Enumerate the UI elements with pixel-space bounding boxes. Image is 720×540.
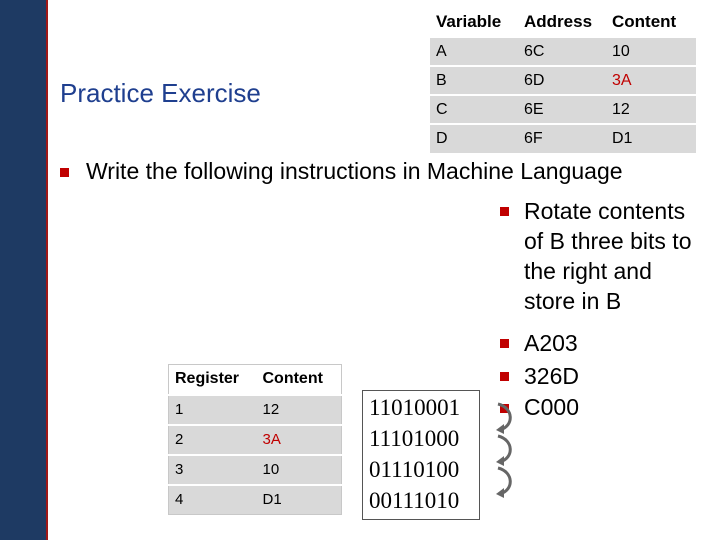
table-row bbox=[430, 95, 696, 124]
table-row bbox=[430, 66, 696, 95]
content-cell: D1 bbox=[257, 485, 342, 515]
header-variable: Variable bbox=[436, 12, 502, 31]
bullet-square-icon bbox=[500, 372, 509, 381]
header-register: Register bbox=[169, 365, 257, 395]
table-row bbox=[430, 124, 696, 153]
main-bullet-text: Write the following instructions in Machine Language bbox=[86, 158, 623, 184]
content-cell-highlighted: 3A bbox=[606, 66, 696, 95]
left-sidebar-bar bbox=[0, 0, 48, 540]
address-cell: 6E bbox=[518, 95, 606, 124]
sub-bullet-326d: 326D bbox=[524, 363, 579, 389]
variable-table-header bbox=[430, 8, 696, 37]
rotate-arrows-icon bbox=[490, 400, 520, 500]
content-cell: 10 bbox=[257, 455, 342, 485]
binary-value: 00111010 bbox=[369, 488, 460, 513]
arrow-head-icon bbox=[496, 488, 504, 498]
address-cell: 6D bbox=[518, 66, 606, 95]
register-table bbox=[168, 364, 342, 515]
variable-table bbox=[430, 8, 696, 153]
curved-arrow-icon bbox=[498, 436, 510, 462]
sub-bullet-line: Rotate contents bbox=[524, 198, 686, 224]
bullet-square-icon bbox=[60, 168, 69, 177]
bullet-square-icon bbox=[500, 339, 509, 348]
slide-title: Practice Exercise bbox=[60, 78, 261, 108]
table-row bbox=[430, 37, 696, 66]
variable-cell: C bbox=[430, 95, 518, 124]
arrow-head-icon bbox=[496, 424, 504, 434]
content-cell: 12 bbox=[606, 95, 696, 124]
binary-values-box bbox=[362, 390, 480, 520]
curved-arrow-icon bbox=[498, 468, 510, 494]
table-row bbox=[169, 455, 342, 485]
arrow-head-icon bbox=[496, 456, 504, 466]
binary-value: 01110100 bbox=[369, 457, 460, 482]
variable-cell: D bbox=[430, 124, 518, 153]
content-cell-highlighted: 3A bbox=[257, 425, 342, 455]
binary-value: 11101000 bbox=[369, 426, 460, 451]
sub-bullet-a203: A203 bbox=[524, 330, 578, 356]
address-cell: 6F bbox=[518, 124, 606, 153]
register-cell: 1 bbox=[169, 395, 257, 425]
register-cell: 3 bbox=[169, 455, 257, 485]
header-content: Content bbox=[257, 365, 342, 395]
header-content: Content bbox=[612, 12, 677, 31]
variable-cell: B bbox=[430, 66, 518, 95]
bullet-square-icon bbox=[500, 207, 509, 216]
sub-bullet-line: of B three bits to bbox=[524, 228, 692, 254]
address-cell: 6C bbox=[518, 37, 606, 66]
variable-cell: A bbox=[430, 37, 518, 66]
header-address: Address bbox=[524, 12, 593, 31]
content-cell: 12 bbox=[257, 395, 342, 425]
register-table-header bbox=[169, 365, 342, 395]
table-row bbox=[169, 395, 342, 425]
register-cell: 4 bbox=[169, 485, 257, 515]
curved-arrow-icon bbox=[498, 404, 510, 430]
sub-bullet-line: the right and bbox=[524, 258, 652, 284]
register-cell: 2 bbox=[169, 425, 257, 455]
table-row bbox=[169, 485, 342, 515]
table-row bbox=[169, 425, 342, 455]
sub-bullet-c000: C000 bbox=[524, 394, 579, 420]
sub-bullet-line: store in B bbox=[524, 288, 622, 314]
content-cell: D1 bbox=[606, 124, 696, 153]
binary-value: 11010001 bbox=[369, 395, 461, 420]
content-cell: 10 bbox=[606, 37, 696, 66]
